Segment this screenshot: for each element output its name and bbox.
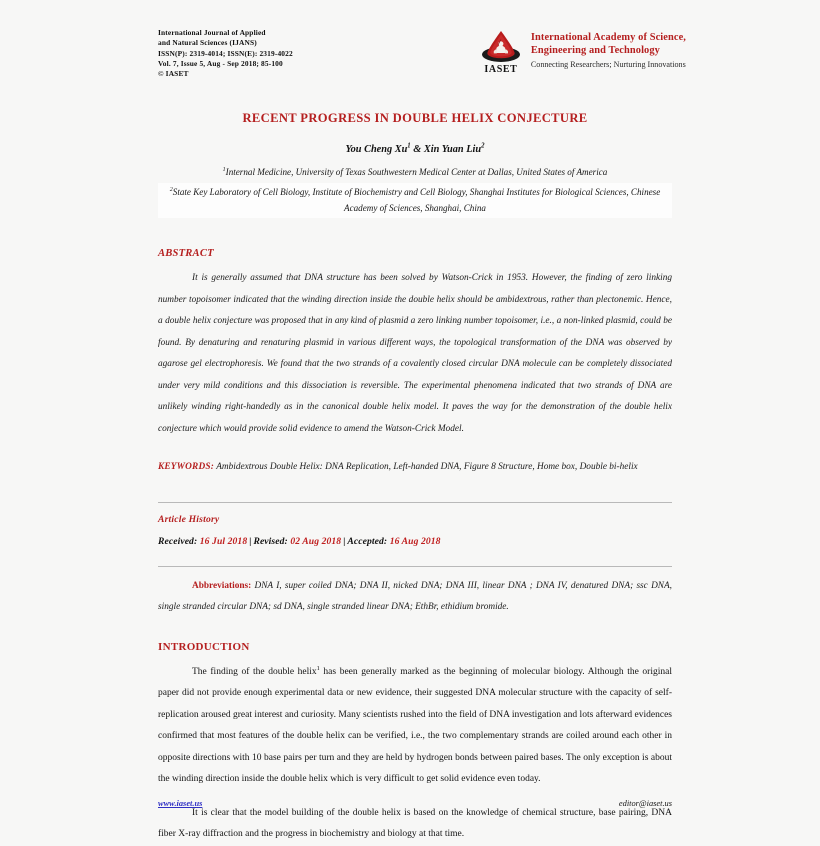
affiliation-1-sup: 1: [222, 166, 226, 173]
history-separator-1: |: [249, 535, 252, 547]
abstract-text: It is generally assumed that DNA structure has been solved by Watson-Crick in 1953. However, the finding of zero linking number topoisomer indicated that the winding direction inside the double helix should be ambidextrous, rather than plectonemic. Hence, a double helix conjecture was proposed that in any kind of plasmid a zero linking number topoisomer, i.e., a non-linked plasmid, could be found. By denaturing and renaturing plasmid in various different ways, the topological transformation of the DNA was observed by agarose gel electrophoresis. We found that the two strands of a covalently closed circular DNA molecule can be completely dissociated under very mild conditions and this dissociation is reversible. The experimental phenomena indicated that two strands of DNA are unlikely winding right-handedly as in the canonical double helix model. It paves the way for the demonstration of the double helix conjecture which would provide solid evidence to amend the Watson-Crick Model.: [158, 273, 672, 434]
introduction-paragraph-2: It is clear that the model building of the double helix is based on the knowledge of chemical structure, base pairing, DNA fiber X-ray diffraction and the progress in biochemistry and biology at that time.: [158, 807, 672, 839]
author-1-name: You Cheng Xu: [345, 144, 408, 155]
introduction-heading: INTRODUCTION: [158, 640, 250, 653]
publisher-brand: [478, 30, 686, 75]
brand-logo: [478, 30, 524, 75]
author-1-sup: 1: [407, 142, 411, 150]
received-date: 16 Jul 2018: [199, 535, 248, 547]
author-2-name: Xin Yuan Liu: [423, 144, 482, 155]
history-rule-top: [158, 502, 672, 503]
introduction-p1-pre: The finding of the double helix: [192, 666, 317, 677]
journal-meta-line-1: International Journal of Applied: [158, 28, 266, 37]
page-footer: [158, 799, 672, 808]
iaset-flame-logo-icon: [479, 30, 523, 63]
footer-website-link[interactable]: www.iaset.us: [158, 799, 203, 808]
affiliation-1-text: Internal Medicine, University of Texas Southwestern Medical Center at Dallas, United States of America: [225, 167, 608, 177]
masthead: [158, 28, 686, 94]
history-separator-2: |: [343, 535, 346, 547]
affiliation-1: [158, 164, 672, 180]
accepted-date: 16 Aug 2018: [389, 535, 441, 547]
abstract-heading: ABSTRACT: [158, 248, 214, 259]
journal-meta-line-2: and Natural Sciences (IJANS): [158, 38, 257, 48]
footer-email: editor@iaset.us: [618, 799, 672, 808]
author-list: [158, 143, 672, 157]
brand-title-line-2: Engineering and Technology: [530, 45, 660, 57]
page-title: RECENT PROGRESS IN DOUBLE HELIX CONJECTURE: [242, 111, 588, 125]
introduction-citation-sup: 1: [316, 664, 320, 672]
journal-meta-line-4: Vol. 7, Issue 5, Aug - Sep 2018; 85-100: [158, 58, 283, 68]
journal-meta-line-3: ISSN(P): 2319-4014; ISSN(E): 2319-4022: [158, 48, 293, 58]
keywords-text: Ambidextrous Double Helix: DNA Replication, Left-handed DNA, Figure 8 Structure, Home box, Double bi-helix: [214, 462, 638, 472]
author-joiner: &: [410, 144, 424, 155]
brand-title-line-1: International Academy of Science,: [530, 32, 686, 43]
introduction-section: [158, 641, 672, 846]
abbreviations-text: DNA I, super coiled DNA; DNA II, nicked DNA; DNA III, linear DNA ; DNA IV, denatured DNA; ssc DNA, single stranded circular DNA; sd DNA, single stranded linear DNA; EthBr, ethidium bromide.: [158, 580, 672, 612]
journal-meta: [158, 28, 293, 79]
brand-text: [531, 30, 686, 70]
article-history-heading: Article History: [158, 513, 220, 525]
abstract-section: [158, 248, 672, 440]
article-history-dates: [158, 536, 672, 547]
title-block: [158, 110, 672, 218]
keywords-label: KEYWORDS:: [158, 462, 215, 472]
revised-label: Revised:: [253, 535, 291, 547]
brand-wordmark: IASET: [484, 64, 518, 75]
accepted-label: Accepted:: [347, 535, 390, 547]
brand-tagline: Connecting Researchers; Nurturing Innovations: [530, 60, 686, 70]
affiliation-2-text: State Key Laboratory of Cell Biology, Institute of Biochemistry and Cell Biology, Shanghai Institutes for Biological Sciences, Chinese Academy of Sciences, Shanghai, China: [172, 187, 661, 213]
affiliation-2: [158, 183, 672, 218]
affiliation-2-sup: 2: [169, 186, 173, 193]
introduction-p1-post: has been generally marked as the beginning of molecular biology. Although the original paper did not provide enough experimental data or new evidence, their suggested DNA molecular structure with the capacity of self-replication aroused great interest and curiosity. Many scientists rushed into the field of DNA investigation and lots afterward evidences confirmed that most features of the double helix can be verified, i.e., the two complementary strands are coiled around each other in opposite directions with 10 base pairs per turn and they are held by hydrogen bonds between paired bases. The only exception is about the winding direction inside the double helix which is very difficult to get solid evidence even today.: [158, 666, 672, 784]
abbreviations-block: [158, 576, 672, 619]
revised-date: 02 Aug 2018: [290, 535, 342, 547]
keywords-line: [158, 457, 672, 479]
author-2-sup: 2: [481, 142, 485, 150]
abbreviations-label: Abbreviations:: [192, 580, 252, 591]
journal-meta-line-5: © IASET: [158, 69, 189, 79]
history-rule-bottom: [158, 566, 672, 567]
introduction-paragraph-1: [158, 662, 672, 791]
received-label: Received:: [158, 535, 200, 547]
